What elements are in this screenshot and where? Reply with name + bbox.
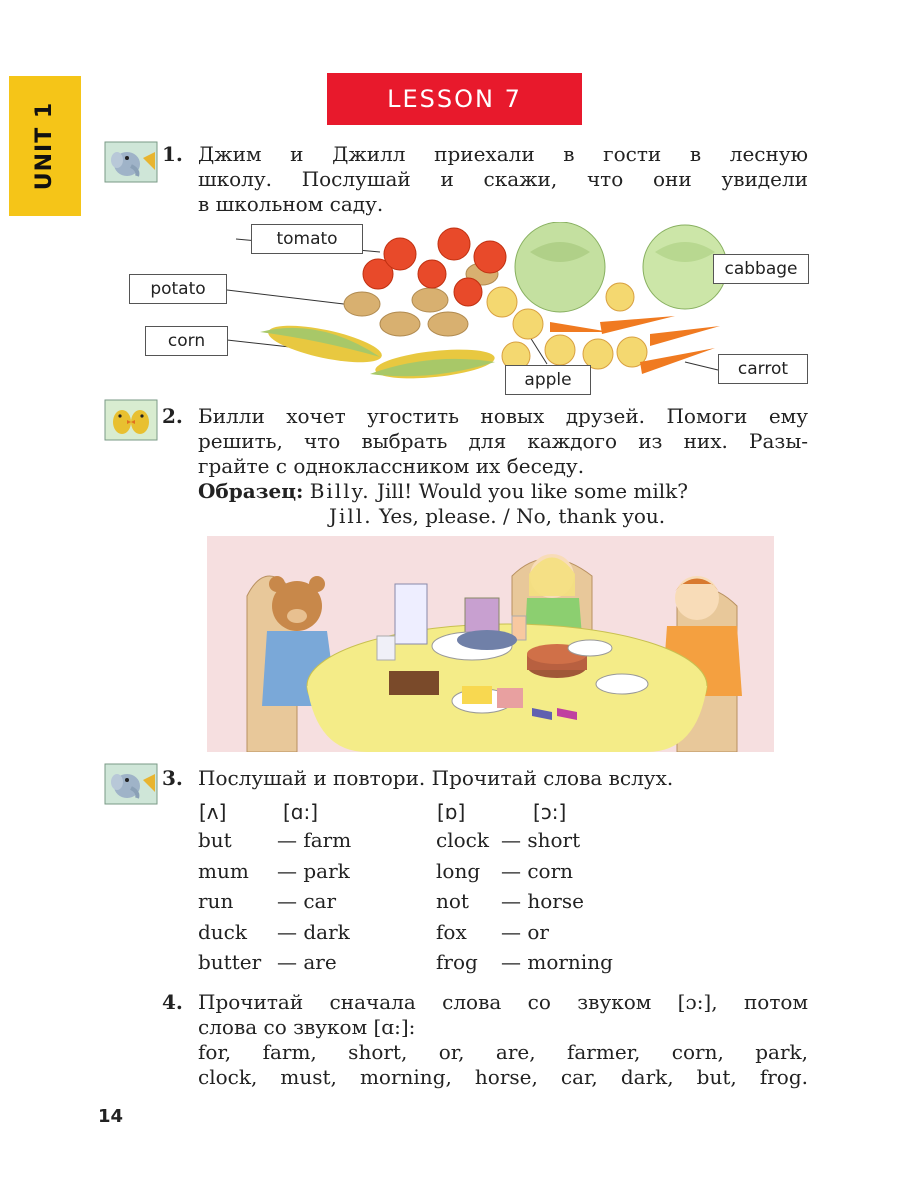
word: not [436,889,469,913]
phonetic-symbol: [ɑ:] [283,800,319,824]
exercise-1-instructions [198,142,808,217]
exercise-4-line: Прочитай сначала слова со звуком [ɔ:], потом [198,990,808,1014]
exercise-2-line: решить, что выбрать для каждого из них. Разы- [198,429,808,453]
exercise-2-line: грайте с одноклассником их беседу. [198,454,585,478]
word: fox [436,919,467,944]
label-cabbage: cabbage [713,254,809,284]
sample-dialogue-line-2 [329,504,665,529]
vegetables-illustration [130,222,820,394]
exercise-3-instructions [198,766,758,791]
sample-speaker-billy: Billy. [309,479,371,503]
exercise-2-instructions [198,404,808,479]
word: frog [436,950,478,974]
exercise-4-words: clock, must, morning, horse, car, dark, but, frog. [198,1065,808,1089]
exercise-2-number: 2. [162,404,183,428]
exercise-1-line: Джим и Джилл приехали в гости в лесную [198,142,808,166]
word: — car [277,889,337,913]
exercise-1-line: школу. Послушай и скажи, что они увидели [198,167,808,191]
word-list-right-a [436,825,489,978]
phonetic-symbol: [ɔ:] [533,800,567,824]
label-carrot: carrot [718,354,808,384]
page-number: 14 [98,1106,124,1127]
word: — farm [277,828,352,852]
tea-party-illustration [207,536,774,752]
unit-tab [9,76,81,216]
phonetic-symbol: [ʌ] [199,800,227,824]
word: mum [198,858,249,883]
sample-dialogue-line-1 [198,479,688,504]
listen-elephant-icon [103,140,159,184]
listen-elephant-icon [103,762,159,806]
label-tomato: tomato [251,224,363,254]
word: run [198,889,234,913]
sample-line-1: Jill! Would you like some milk? [376,479,688,503]
word: — corn [501,858,574,883]
word: — park [277,858,350,883]
word: but [198,828,232,852]
sample-label: Образец: [198,479,304,503]
word-list-left-b [277,825,351,978]
exercise-3-line: Послушай и повтори. Прочитай слова вслух. [198,766,674,790]
word-list-left-a [198,825,261,978]
word: — or [501,919,549,944]
exercise-1-number: 1. [162,142,183,166]
sample-line-2: Yes, please. / No, thank you. [378,504,666,528]
word: — dark [277,919,350,944]
word: long [436,858,481,883]
word: — are [277,950,337,974]
label-potato: potato [129,274,227,304]
label-corn: corn [145,326,228,356]
exercise-4-line: слова со звуком [ɑ:]: [198,1015,416,1039]
word: — short [501,828,581,852]
word: clock [436,828,489,852]
exercise-4-instructions [198,990,808,1090]
word-list-right-b [501,825,613,978]
word: — morning [501,950,613,974]
lesson-title: LESSON 7 [327,73,582,125]
exercise-4-number: 4. [162,990,183,1014]
word: butter [198,950,262,974]
unit-label: UNIT 1 [32,101,57,191]
exercise-2-line: Билли хочет угостить новых друзей. Помоги ему [198,404,808,428]
sample-speaker-jill: Jill. [329,504,373,528]
exercise-3-number: 3. [162,766,183,790]
word: — horse [501,889,584,913]
label-apple: apple [505,365,591,395]
pair-work-birds-icon [103,398,159,442]
exercise-1-line: в школьном саду. [198,192,384,216]
phonetic-symbol: [ɒ] [437,800,466,824]
word: duck [198,919,248,944]
exercise-4-words: for, farm, short, or, are, farmer, corn, park, [198,1040,808,1064]
